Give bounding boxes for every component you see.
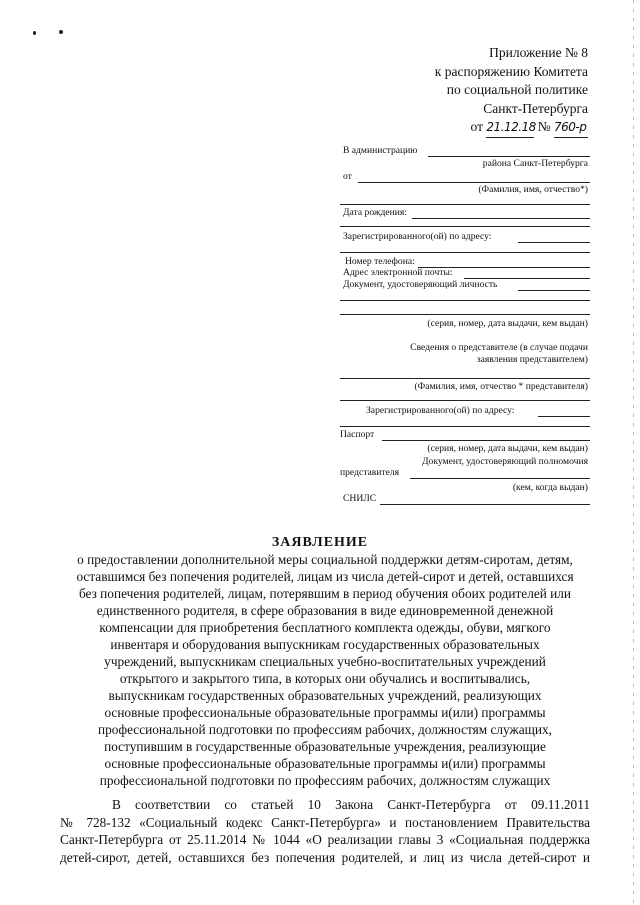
subject-line: оставшимся без попечения родителей, лицам из числа детей-сирот и детей, оставшихся xyxy=(76,569,574,584)
subject-line: основные профессиональные образовательные программы и(или) программы xyxy=(104,756,546,771)
to-admin-label: В администрацию xyxy=(343,145,418,156)
to-admin-row xyxy=(340,144,590,158)
from-field[interactable] xyxy=(358,182,590,183)
id-doc-row xyxy=(340,278,590,292)
passport-label: Паспорт xyxy=(340,429,375,440)
rep-info-heading xyxy=(410,342,588,366)
appendix-order: к распоряжению Комитета xyxy=(434,63,588,79)
authority-doc-line-1: Документ, удостоверяющий полномочия xyxy=(422,456,588,467)
body-line: детей-сирот, детей, оставшихся без попечения родителей, и лиц из числа детей-сирот и xyxy=(60,849,590,865)
authority-caption: (кем, когда выдан) xyxy=(512,482,588,493)
appendix-block xyxy=(360,44,588,138)
subject-line: открытого и закрытого типа, в которых они обучались и воспитывались, xyxy=(119,671,531,686)
authority-doc-line-2: представителя xyxy=(340,467,400,478)
birth-field[interactable] xyxy=(412,218,590,219)
date-prefix: от xyxy=(470,119,483,134)
fio-extra-line[interactable] xyxy=(340,204,590,205)
registered-extra-line[interactable] xyxy=(340,252,590,253)
snils-label: СНИЛС xyxy=(343,493,377,504)
statement-title: ЗАЯВЛЕНИЕ xyxy=(271,535,369,550)
appendix-date-line xyxy=(360,118,588,138)
to-admin-field[interactable] xyxy=(428,156,590,157)
id-doc-line-3[interactable] xyxy=(340,314,590,315)
body-line: В соответствии со статьей 10 Закона Санкт-Петербурга от 09.11.2011 xyxy=(112,797,590,812)
handwritten-number: 760-р xyxy=(554,118,588,138)
birth-extra-line[interactable] xyxy=(340,226,590,227)
rep-registered-extra-line[interactable] xyxy=(340,426,590,427)
fio-caption: (Фамилия, имя, отчество*) xyxy=(478,184,588,195)
statement-body xyxy=(60,796,590,866)
email-label: Адрес электронной почты: xyxy=(343,267,453,278)
birth-label: Дата рождения: xyxy=(343,207,407,218)
subject-line: поступившим в государственные образовательные учреждения, реализующие xyxy=(104,739,546,754)
statement-subject xyxy=(60,551,590,789)
appendix-city: Санкт-Петербурга xyxy=(483,100,588,116)
from-label: от xyxy=(343,171,352,182)
subject-line: инвентаря и оборудования выпускникам государственных образовательных xyxy=(110,637,540,652)
id-doc-label: Документ, удостоверяющий личность xyxy=(343,279,498,290)
subject-line: без попечения родителей, лицам, потерявшим в период обучения обоих родителей или xyxy=(78,586,572,601)
authority-row xyxy=(340,466,590,480)
body-line: Санкт-Петербурга от 25.11.2014 № 1044 «О реализации главы 3 «Социальная поддержка xyxy=(60,832,590,847)
phone-label: Номер телефона: xyxy=(345,256,415,267)
body-line: № 728-132 «Социальный кодекс Санкт-Петербурга» и постановлением Правительства xyxy=(60,814,590,830)
appendix-committee: по социальной политике xyxy=(446,82,588,97)
registered-label: Зарегистрированного(ой) по адресу: xyxy=(343,231,492,242)
rep-fio-caption: (Фамилия, имя, отчество * представителя) xyxy=(414,381,588,392)
rep-registered-label: Зарегистрированного(ой) по адресу: xyxy=(366,405,515,416)
birth-row xyxy=(340,206,590,220)
appendix-number: Приложение № 8 xyxy=(489,45,588,60)
snils-field[interactable] xyxy=(380,504,590,505)
scan-edge xyxy=(633,0,634,905)
rep-registered-field[interactable] xyxy=(538,416,590,417)
registered-field[interactable] xyxy=(518,242,590,243)
id-doc-field[interactable] xyxy=(518,290,590,291)
applicant-form xyxy=(340,140,590,510)
registered-row xyxy=(340,230,590,244)
subject-line: учреждений, выпускникам специальных учебно-воспитательных учреждений xyxy=(104,654,546,669)
snils-row xyxy=(340,492,590,506)
passport-row xyxy=(340,428,590,442)
rep-fio-extra-line[interactable] xyxy=(340,400,590,401)
id-doc-line-2[interactable] xyxy=(340,300,590,301)
number-prefix: № xyxy=(537,119,551,134)
subject-line: компенсации для приобретения бесплатного комплекта одежды, обуви, мягкого xyxy=(99,620,551,635)
from-row xyxy=(340,170,590,184)
rep-registered-row xyxy=(340,404,590,418)
rep-info-line-2: заявления представителем) xyxy=(476,354,588,365)
subject-line: профессиональной подготовки по профессиям рабочих, должностям служащих xyxy=(99,773,551,788)
subject-line: профессиональной подготовки по профессиям рабочих, должностям служащих, xyxy=(98,722,552,737)
passport-caption: (серия, номер, дата выдачи, кем выдан) xyxy=(427,443,588,454)
district-caption: района Санкт-Петербурга xyxy=(482,158,588,169)
rep-fio-field[interactable] xyxy=(340,378,590,379)
subject-line: о предоставлении дополнительной меры социальной поддержки детям-сиротам, детям, xyxy=(77,552,573,567)
rep-info-line-1: Сведения о представителе (в случае подачи xyxy=(410,342,588,353)
id-caption: (серия, номер, дата выдачи, кем выдан) xyxy=(427,318,588,329)
passport-field[interactable] xyxy=(382,440,590,441)
scan-speck xyxy=(33,31,36,35)
subject-line: единственного родителя, в сфере образования в виде единовременной денежной xyxy=(96,603,554,618)
subject-line: основные профессиональные образовательные программы и(или) программы xyxy=(104,705,546,720)
subject-line: выпускникам государственных образовательных учреждений, реализующих xyxy=(108,688,542,703)
scan-speck xyxy=(59,30,63,34)
authority-field[interactable] xyxy=(410,478,590,479)
handwritten-date: 21.12.18 xyxy=(486,118,534,138)
